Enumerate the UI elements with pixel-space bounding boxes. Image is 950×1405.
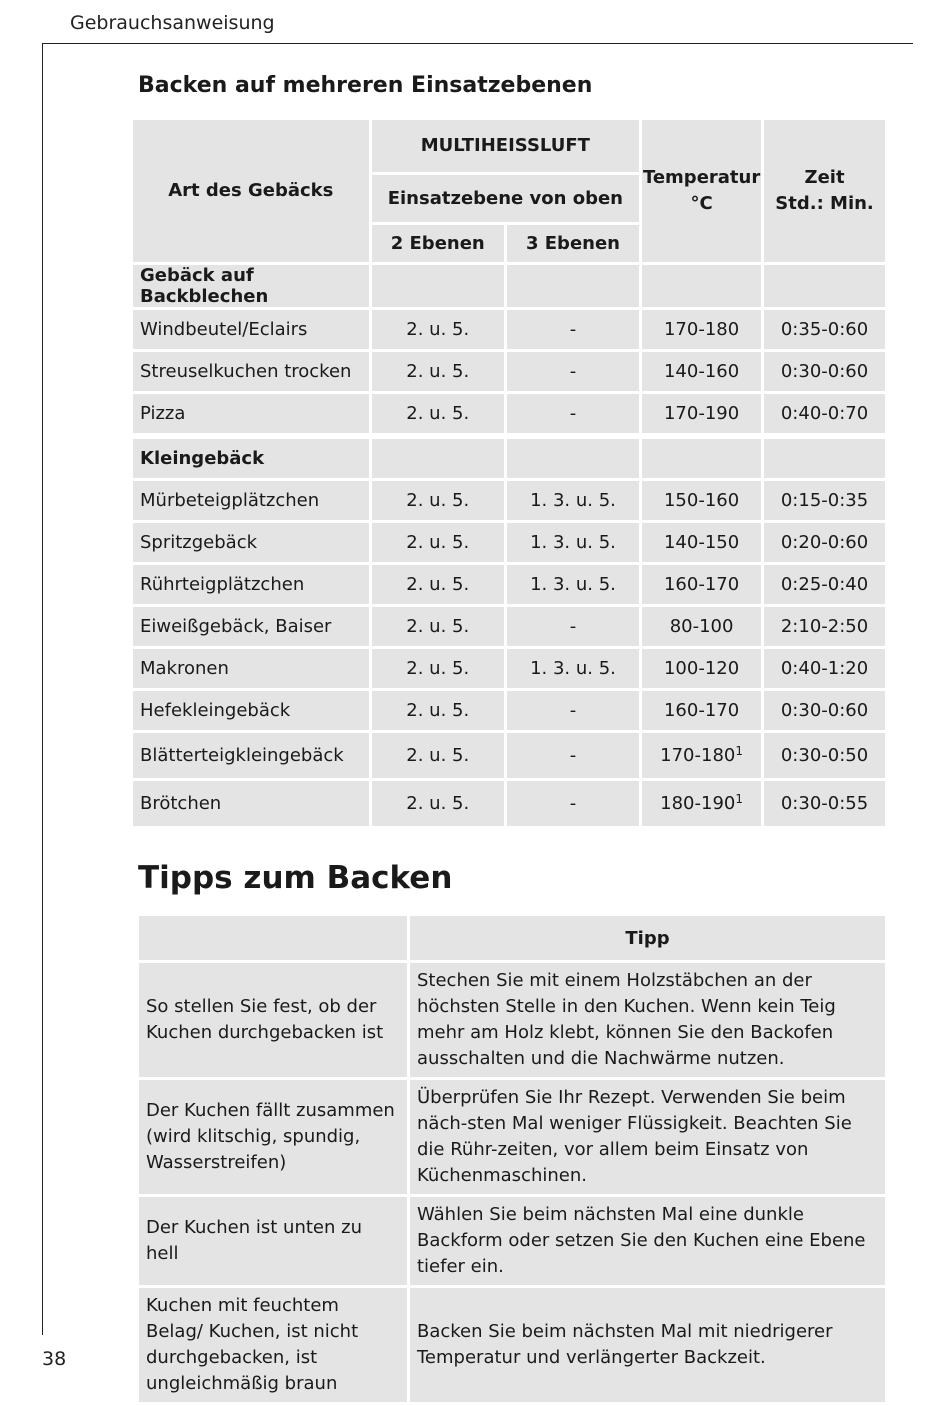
tip-advice: Stechen Sie mit einem Holzstäbchen an der höchsten Stelle in den Kuchen. Wenn kein Teig mehr am Holz klebt, können Sie den Backofen ausschalten und die Nachwärme nutzen. <box>410 963 885 1077</box>
item-name: Hefekleingebäck <box>133 691 369 730</box>
tip-problem: Der Kuchen fällt zusammen (wird klitschig, spundig, Wasserstreifen) <box>139 1080 407 1194</box>
section-title-tips: Tipps zum Backen <box>138 860 453 896</box>
time: 0:30-0:60 <box>764 352 885 391</box>
temperature-label: Temperatur <box>642 167 761 188</box>
temperature-unit: °C <box>690 193 713 214</box>
tip-advice: Backen Sie beim nächsten Mal mit niedrigerer Temperatur und verlängerter Backzeit. <box>410 1288 885 1402</box>
level-2: 2. u. 5. <box>372 733 504 778</box>
item-name: Blätterteigkleingebäck <box>133 733 369 778</box>
item-name: Rührteigplätzchen <box>133 565 369 604</box>
tip-advice: Wählen Sie beim nächsten Mal eine dunkle Backform oder setzen Sie den Kuchen eine Ebene tiefer ein. <box>410 1197 885 1285</box>
level-3: - <box>507 310 639 349</box>
table-row <box>133 352 885 391</box>
footnote-marker: 1 <box>735 744 744 758</box>
temperature: $170-180^1$ <box>642 733 761 778</box>
level-3: - <box>507 733 639 778</box>
col-header-3-levels: 3 Ebenen <box>507 225 639 262</box>
item-name: Pizza <box>133 394 369 433</box>
group-row <box>133 265 885 307</box>
item-name: Eiweißgebäck, Baiser <box>133 607 369 646</box>
tips-row <box>139 963 885 1077</box>
time: 0:30-0:55 <box>764 781 885 826</box>
time: 0:40-0:70 <box>764 394 885 433</box>
tips-row <box>139 1197 885 1285</box>
baking-table <box>130 117 888 829</box>
time: 0:25-0:40 <box>764 565 885 604</box>
table-row <box>133 523 885 562</box>
temperature: 140-150 <box>642 523 761 562</box>
time: 0:20-0:60 <box>764 523 885 562</box>
tips-table <box>136 913 888 1405</box>
tip-problem: Kuchen mit feuchtem Belag/ Kuchen, ist nicht durchgebacken, ist ungleichmäßig braun <box>139 1288 407 1402</box>
item-name: Mürbeteigplätzchen <box>133 481 369 520</box>
footnote-marker: 1 <box>735 792 744 806</box>
level-2: 2. u. 5. <box>372 352 504 391</box>
temperature: 150-160 <box>642 481 761 520</box>
level-3: - <box>507 607 639 646</box>
time: 0:30-0:50 <box>764 733 885 778</box>
tip-problem: Der Kuchen ist unten zu hell <box>139 1197 407 1285</box>
col-header-levels: Einsatzebene von oben <box>372 175 640 222</box>
level-3: 1. 3. u. 5. <box>507 649 639 688</box>
col-header-mode: MULTIHEISSLUFT <box>372 120 640 172</box>
table-row <box>133 649 885 688</box>
left-margin-rule <box>42 43 43 1335</box>
tips-row <box>139 1080 885 1194</box>
group-label: Kleingebäck <box>133 439 369 478</box>
level-3: - <box>507 691 639 730</box>
group-label: Gebäck auf Backblechen <box>133 265 369 307</box>
section-title-baking-levels: Backen auf mehreren Einsatzebenen <box>138 73 593 98</box>
page-number: 38 <box>42 1348 67 1370</box>
tips-header-tip: Tipp <box>410 916 885 960</box>
time: 2:10-2:50 <box>764 607 885 646</box>
level-3: 1. 3. u. 5. <box>507 523 639 562</box>
temperature: 80-100 <box>642 607 761 646</box>
temperature: 160-170 <box>642 565 761 604</box>
level-3: - <box>507 394 639 433</box>
tips-row <box>139 1288 885 1402</box>
table-row <box>133 691 885 730</box>
temperature: 140-160 <box>642 352 761 391</box>
table-row <box>133 733 885 778</box>
time: 0:30-0:60 <box>764 691 885 730</box>
item-name: Spritzgebäck <box>133 523 369 562</box>
level-2: 2. u. 5. <box>372 310 504 349</box>
col-header-2-levels: 2 Ebenen <box>372 225 504 262</box>
item-name: Windbeutel/Eclairs <box>133 310 369 349</box>
temperature: 170-190 <box>642 394 761 433</box>
level-2: 2. u. 5. <box>372 607 504 646</box>
time: 0:40-1:20 <box>764 649 885 688</box>
table-row <box>133 781 885 826</box>
level-2: 2. u. 5. <box>372 523 504 562</box>
col-header-type: Art des Gebäcks <box>133 120 369 262</box>
tips-header-problem <box>139 916 407 960</box>
level-2: 2. u. 5. <box>372 781 504 826</box>
level-2: 2. u. 5. <box>372 481 504 520</box>
temperature: $180-190^1$ <box>642 781 761 826</box>
time: 0:35-0:60 <box>764 310 885 349</box>
temperature: 170-180 <box>642 310 761 349</box>
table-row <box>133 481 885 520</box>
level-3: - <box>507 352 639 391</box>
running-header: Gebrauchsanweisung <box>70 12 275 34</box>
table-row <box>133 607 885 646</box>
level-3: - <box>507 781 639 826</box>
table-row <box>133 394 885 433</box>
level-3: 1. 3. u. 5. <box>507 481 639 520</box>
temperature: 160-170 <box>642 691 761 730</box>
table-row <box>133 565 885 604</box>
tip-advice: Überprüfen Sie Ihr Rezept. Verwenden Sie beim näch-sten Mal weniger Flüssigkeit. Beachten Sie die Rühr-zeiten, vor allem beim Einsatz von Küchenmaschinen. <box>410 1080 885 1194</box>
time: 0:15-0:35 <box>764 481 885 520</box>
item-name: Brötchen <box>133 781 369 826</box>
item-name: Streuselkuchen trocken <box>133 352 369 391</box>
time-unit: Std.: Min. <box>775 193 874 214</box>
level-2: 2. u. 5. <box>372 691 504 730</box>
level-2: 2. u. 5. <box>372 565 504 604</box>
temperature: 100-120 <box>642 649 761 688</box>
level-2: 2. u. 5. <box>372 649 504 688</box>
group-row <box>133 439 885 478</box>
tip-problem: So stellen Sie fest, ob der Kuchen durchgebacken ist <box>139 963 407 1077</box>
col-header-time <box>764 120 885 262</box>
item-name: Makronen <box>133 649 369 688</box>
level-2: 2. u. 5. <box>372 394 504 433</box>
col-header-temperature <box>642 120 761 262</box>
table-row <box>133 310 885 349</box>
time-label: Zeit <box>804 167 845 188</box>
level-3: 1. 3. u. 5. <box>507 565 639 604</box>
header-rule <box>42 43 913 44</box>
